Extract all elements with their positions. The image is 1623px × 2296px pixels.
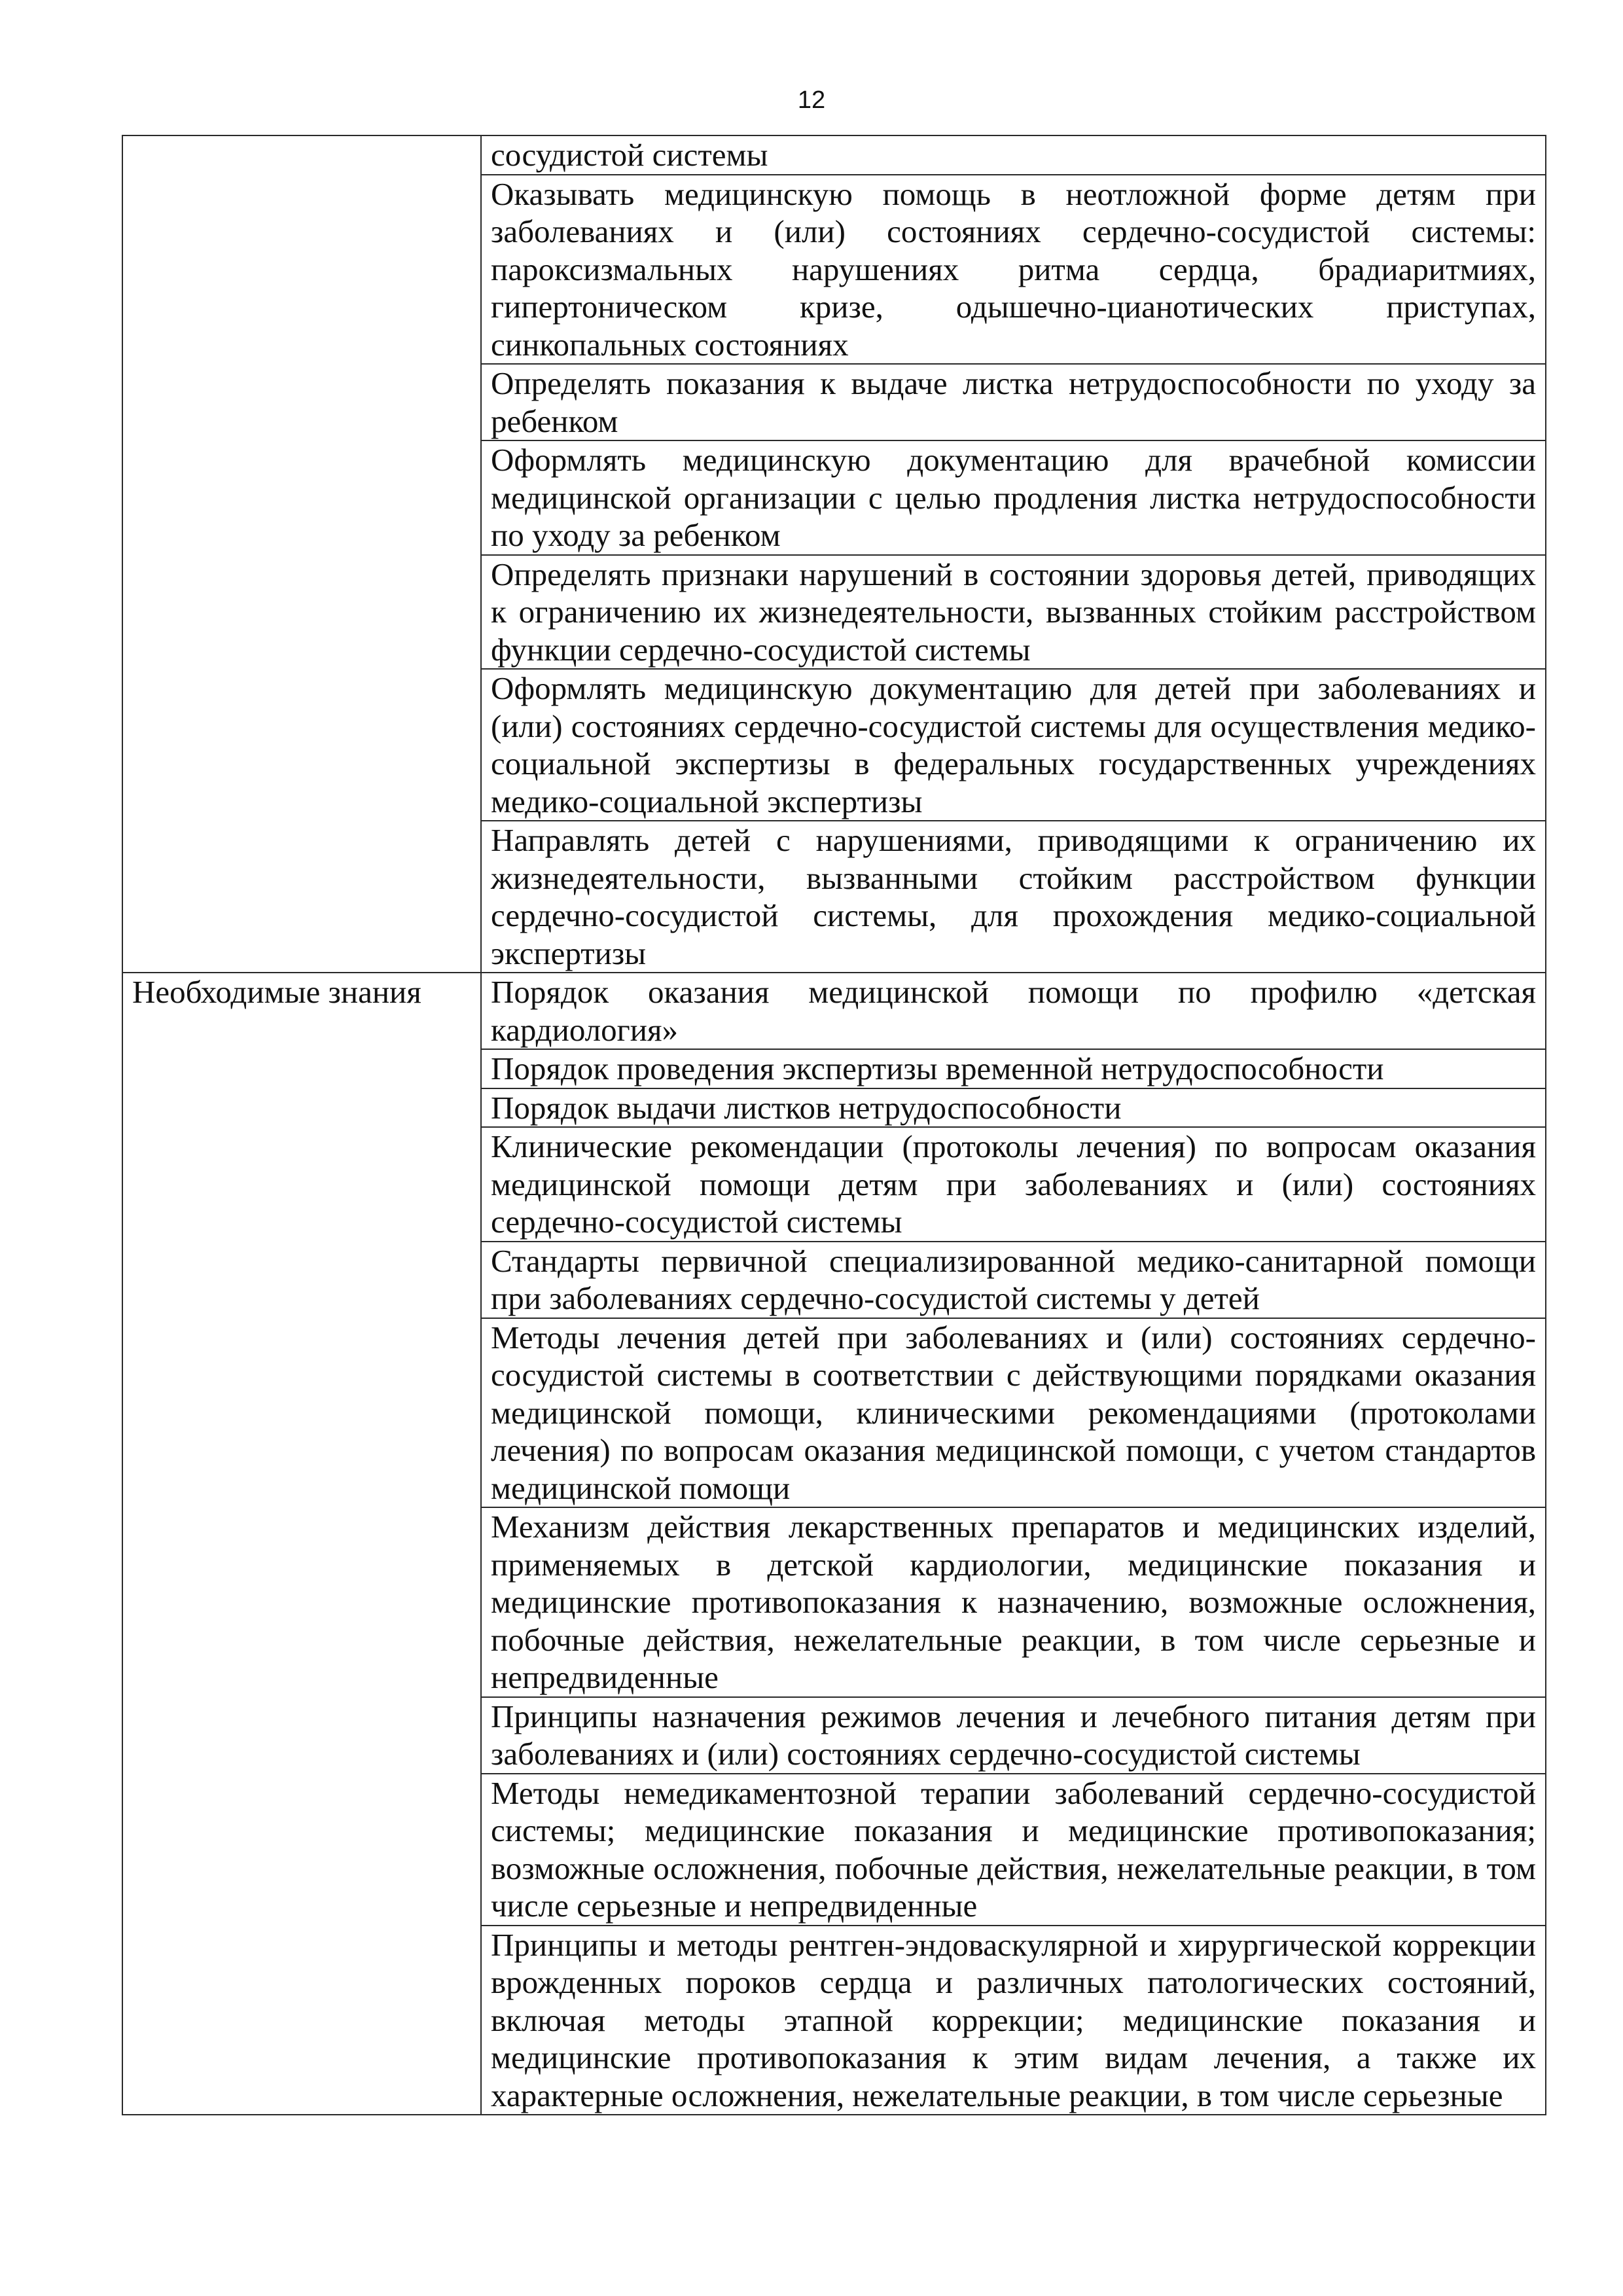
list-item: Оформлять медицинскую документацию для детей при заболеваниях и (или) состояниях сердечно-сосудистой системы для осуществления медико-социальной экспертизы в федеральных государственных учреждениях медико-социальной экспертизы — [481, 669, 1546, 821]
list-item: Принципы и методы рентген-эндоваскулярной и хирургической коррекции врожденных пороков сердца и различных патологических состояний, включая методы этапной коррекции; медицинские показания и медицинские противопоказания к этим видам лечения, а также их характерные осложнения, нежелательные реакции, в том числе серьезные — [481, 1926, 1546, 2115]
list-item: Порядок выдачи листков нетрудоспособности — [481, 1088, 1546, 1128]
list-item: Порядок оказания медицинской помощи по профилю «детская кардиология» — [481, 973, 1546, 1049]
list-item: сосудистой системы — [481, 135, 1546, 175]
list-item: Методы немедикаментозной терапии заболеваний сердечно-сосудистой системы; медицинские показания и медицинские противопоказания; возможные осложнения, побочные действия, нежелательные реакции, в том числе серьезные и непредвиденные — [481, 1774, 1546, 1926]
page-number: 12 — [797, 86, 826, 114]
list-item: Методы лечения детей при заболеваниях и (или) состояниях сердечно-сосудистой системы в соответствии с действующими порядками оказания медицинской помощи, клиническими рекомендациями (протоколами лечения) по вопросам оказания медицинской помощи, с учетом стандартов медицинской помощи — [481, 1318, 1546, 1508]
list-item: Принципы назначения режимов лечения и лечебного питания детям при заболеваниях и (или) состояниях сердечно-сосудистой системы — [481, 1697, 1546, 1774]
list-item: Оформлять медицинскую документацию для врачебной комиссии медицинской организации с целью продления листка нетрудоспособности по уходу за ребенком — [481, 440, 1546, 555]
table-row — [122, 973, 1546, 1049]
list-item: Стандарты первичной специализированной медико-санитарной помощи при заболеваниях сердечно-сосудистой системы у детей — [481, 1242, 1546, 1318]
list-item: Порядок проведения экспертизы временной нетрудоспособности — [481, 1049, 1546, 1088]
section-label-skills — [122, 135, 481, 973]
list-item: Оказывать медицинскую помощь в неотложной форме детям при заболеваниях и (или) состояниях сердечно-сосудистой системы: пароксизмальных нарушениях ритма сердца, брадиаритмиях, гипертоническом кризе, одышечно-цианотических приступах, синкопальных состояниях — [481, 175, 1546, 365]
table-row — [122, 135, 1546, 175]
list-item: Направлять детей с нарушениями, приводящими к ограничению их жизнедеятельности, вызванными стойким расстройством функции сердечно-сосудистой системы, для прохождения медико-социальной экспертизы — [481, 821, 1546, 973]
requirements-table — [122, 135, 1546, 2115]
list-item: Клинические рекомендации (протоколы лечения) по вопросам оказания медицинской помощи детям при заболеваниях и (или) состояниях сердечно-сосудистой системы — [481, 1127, 1546, 1242]
list-item: Определять показания к выдаче листка нетрудоспособности по уходу за ребенком — [481, 364, 1546, 440]
list-item: Механизм действия лекарственных препаратов и медицинских изделий, применяемых в детской кардиологии, медицинские показания и медицинские противопоказания к назначению, возможные осложнения, побочные действия, нежелательные реакции, в том числе серьезные и непредвиденные — [481, 1507, 1546, 1697]
section-label-knowledge: Необходимые знания — [122, 973, 481, 2115]
list-item: Определять признаки нарушений в состоянии здоровья детей, приводящих к ограничению их жизнедеятельности, вызванных стойким расстройством функции сердечно-сосудистой системы — [481, 555, 1546, 670]
